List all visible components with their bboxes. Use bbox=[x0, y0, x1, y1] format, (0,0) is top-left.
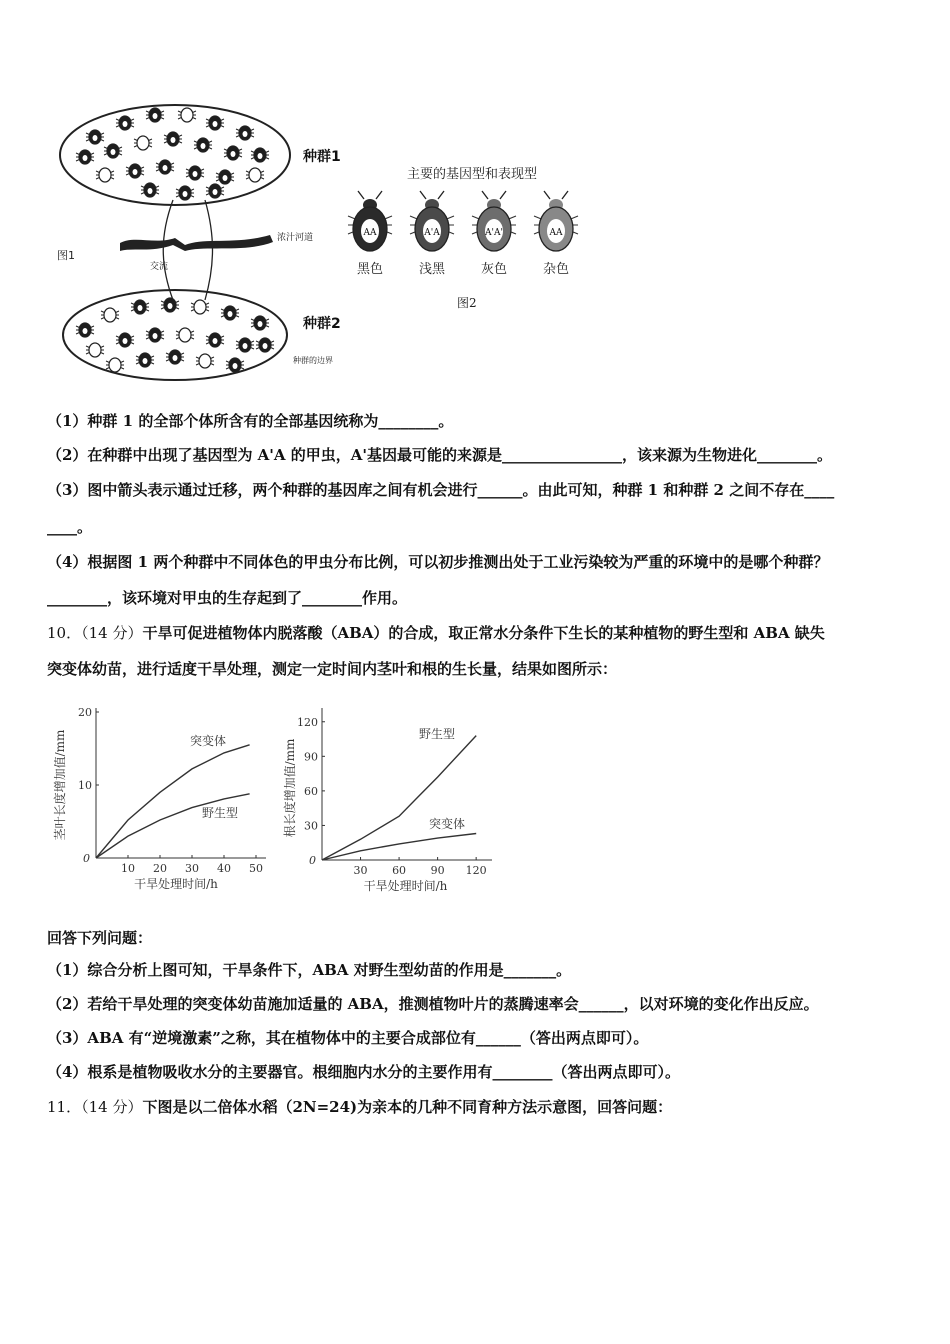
y-axis-title: 茎叶长度增加值/mm bbox=[53, 729, 67, 841]
x-tick-label: 40 bbox=[217, 862, 231, 875]
boundary-label: 种群的边界 bbox=[293, 356, 333, 365]
beetle-icon bbox=[134, 136, 152, 150]
beetle-icon bbox=[221, 306, 239, 320]
chart-stem-leaf bbox=[48, 700, 273, 900]
beetle-icon bbox=[126, 164, 144, 178]
q10-stem-text: 干旱可促进植物体内脱落酸（ABA）的合成，取正常水分条件下生长的某种植物的野生型和 ABA 缺失 bbox=[142, 624, 825, 642]
beetle-icon bbox=[251, 316, 269, 330]
beetle-icon bbox=[236, 126, 254, 140]
q9-part-2: （2）在种群中出现了基因型为 A'A 的甲虫，A'基因最可能的来源是________________，该来源为生物进化________。 bbox=[47, 446, 832, 464]
beetle-icon bbox=[194, 138, 212, 152]
beetle-icon bbox=[146, 108, 164, 122]
beetle-icon bbox=[191, 300, 209, 314]
flow-label: 交流 bbox=[150, 262, 169, 272]
beetle-icon bbox=[216, 170, 234, 184]
beetle-icon bbox=[116, 116, 134, 130]
x-axis-title: 干旱处理时间/h bbox=[134, 877, 218, 891]
beetle-icon bbox=[206, 184, 224, 198]
barrier-label: 浓汁河道 bbox=[277, 233, 314, 243]
genotype-beetles bbox=[348, 191, 578, 277]
figure-2-label: 图2 bbox=[457, 296, 477, 310]
q10-number: 10．（14 分） bbox=[47, 624, 143, 642]
phenotype-label: 浅黑 bbox=[418, 262, 446, 277]
beetle-icon bbox=[101, 308, 119, 322]
beetle-icon bbox=[141, 183, 159, 197]
beetle-icon bbox=[76, 323, 94, 337]
beetle-icon bbox=[236, 338, 254, 352]
y-tick-label: 30 bbox=[304, 819, 318, 833]
beetle-icon bbox=[146, 328, 164, 342]
x-axis-title: 干旱处理时间/h bbox=[363, 879, 448, 893]
x-tick-label: 30 bbox=[353, 864, 368, 877]
population-2-beetles bbox=[76, 298, 274, 372]
q9-part-3: （3）图中箭头表示通过迁移，两个种群的基因库之间有机会进行______。由此可知，种群 1 和种群 2 之间不存在____ bbox=[47, 481, 835, 499]
chart-root bbox=[282, 700, 502, 900]
q10-stem-cont: 突变体幼苗，进行适度干旱处理，测定一定时间内茎叶和根的生长量，结果如图所示： bbox=[47, 660, 618, 678]
y-tick-label: 10 bbox=[78, 779, 92, 792]
y-tick-label: 90 bbox=[304, 750, 318, 764]
beetle-icon bbox=[96, 168, 114, 182]
x-tick-label: 120 bbox=[465, 864, 487, 877]
genotype-label: AA bbox=[363, 228, 377, 238]
beetle-icon bbox=[226, 358, 244, 372]
beetle-icon bbox=[186, 166, 204, 180]
beetle-icon bbox=[206, 116, 224, 130]
x-tick-label: 50 bbox=[249, 862, 263, 875]
genotype-beetle bbox=[348, 191, 392, 277]
x-tick-label: 60 bbox=[392, 864, 407, 877]
beetle-icon bbox=[246, 168, 264, 182]
q11-number: 11．（14 分） bbox=[47, 1098, 143, 1116]
q10-part-1: （1）综合分析上图可知，干旱条件下，ABA 对野生型幼苗的作用是_______。 bbox=[47, 961, 572, 979]
series-line-2 bbox=[96, 794, 250, 858]
beetle-icon bbox=[176, 186, 194, 200]
q10-part-4: （4）根系是植物吸收水分的主要器官。根细胞内水分的主要作用有________（答出两点即可）。 bbox=[47, 1063, 680, 1081]
migration-arrow-right bbox=[205, 200, 213, 300]
genotype-label: AA bbox=[549, 228, 563, 238]
figure-2-genotypes bbox=[345, 160, 585, 310]
q10-part-3: （3）ABA 有“逆境激素”之称，其在植物体中的主要合成部位有______（答出两点即可）。 bbox=[47, 1029, 649, 1047]
population-1-beetles bbox=[76, 108, 269, 200]
series-line-1 bbox=[322, 736, 476, 860]
genotype-beetle bbox=[534, 191, 578, 277]
x-tick-label: 90 bbox=[430, 864, 445, 877]
origin-label: 0 bbox=[309, 854, 316, 867]
beetle-icon bbox=[176, 328, 194, 342]
series-line-1 bbox=[96, 745, 250, 858]
beetle-icon bbox=[76, 150, 94, 164]
phenotype-label: 灰色 bbox=[480, 262, 508, 277]
y-tick-label: 20 bbox=[78, 706, 92, 719]
beetle-icon bbox=[256, 338, 274, 352]
beetle-icon bbox=[86, 343, 104, 357]
series-label: 野生型 bbox=[418, 727, 456, 741]
beetle-icon bbox=[116, 333, 134, 347]
beetle-icon bbox=[86, 130, 104, 144]
figure-1-label: 图1 bbox=[57, 249, 75, 262]
beetle-icon bbox=[251, 148, 269, 162]
series-label: 突变体 bbox=[189, 734, 227, 748]
q10-part-2: （2）若给干旱处理的突变体幼苗施加适量的 ABA，推测植物叶片的蒸腾速率会______，以对环境的变化作出反应。 bbox=[47, 995, 819, 1013]
y-axis-title: 根长度增加值/mm bbox=[283, 738, 297, 838]
beetle-icon bbox=[131, 300, 149, 314]
series-line-2 bbox=[322, 834, 476, 861]
y-tick-label: 120 bbox=[297, 715, 318, 729]
beetle-icon bbox=[161, 298, 179, 312]
q9-part-4: （4）根据图 1 两个种群中不同体色的甲虫分布比例，可以初步推测出处于工业污染较为严重的环境中的是哪个种群？ bbox=[47, 553, 829, 571]
q9-part-3-cont: ____。 bbox=[47, 518, 93, 536]
series-label: 突变体 bbox=[428, 817, 466, 831]
beetle-icon bbox=[166, 350, 184, 364]
q9-part-1: （1）种群 1 的全部个体所含有的全部基因统称为________。 bbox=[47, 412, 454, 430]
beetle-icon bbox=[164, 132, 182, 146]
q10-stem bbox=[47, 623, 905, 643]
origin-label: 0 bbox=[83, 852, 90, 865]
beetle-icon bbox=[224, 146, 242, 160]
genotype-label: A'A bbox=[424, 228, 440, 238]
y-tick-label: 60 bbox=[304, 784, 318, 798]
x-tick-label: 20 bbox=[153, 862, 167, 875]
genotype-beetle bbox=[472, 191, 516, 277]
genotype-label: A'A' bbox=[485, 228, 503, 238]
river-barrier bbox=[120, 235, 273, 251]
beetle-icon bbox=[206, 333, 224, 347]
beetle-icon bbox=[106, 358, 124, 372]
q11-stem-text: 下图是以二倍体水稻（2N=24)为亲本的几种不同育种方法示意图，回答问题： bbox=[142, 1098, 673, 1116]
figure-1-populations bbox=[55, 95, 355, 385]
q9-part-4-cont: ________，该环境对甲虫的生存起到了________作用。 bbox=[47, 589, 408, 607]
x-tick-label: 30 bbox=[185, 862, 199, 875]
beetle-icon bbox=[136, 353, 154, 367]
x-tick-label: 10 bbox=[121, 862, 135, 875]
population-1-label: 种群1 bbox=[303, 149, 341, 165]
q11-stem bbox=[47, 1097, 905, 1117]
migration-arrow-left bbox=[163, 200, 173, 300]
series-label: 野生型 bbox=[201, 806, 239, 820]
beetle-icon bbox=[178, 108, 196, 122]
q10-answer-intro: 回答下列问题： bbox=[47, 929, 153, 947]
phenotype-label: 黑色 bbox=[356, 262, 384, 277]
beetle-icon bbox=[196, 354, 214, 368]
population-2-label: 种群2 bbox=[303, 316, 341, 332]
genotype-beetle bbox=[410, 191, 454, 277]
figure-2-title: 主要的基因型和表现型 bbox=[407, 167, 538, 182]
phenotype-label: 杂色 bbox=[542, 262, 570, 277]
beetle-icon bbox=[156, 160, 174, 174]
beetle-icon bbox=[104, 144, 122, 158]
